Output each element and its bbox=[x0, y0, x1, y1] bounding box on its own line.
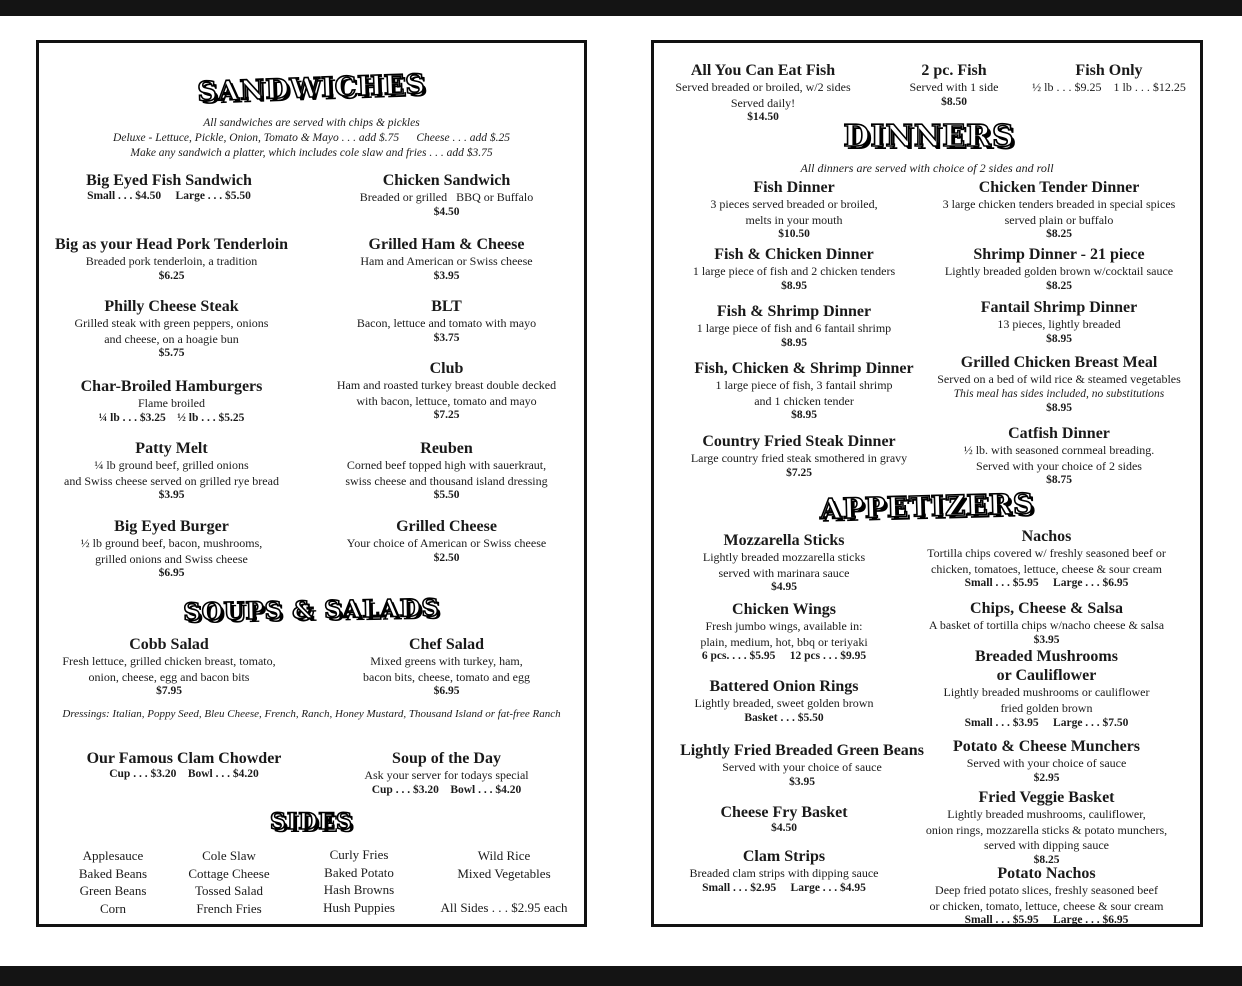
menu-item bbox=[909, 527, 1184, 591]
menu-item-title: Fish Only bbox=[1075, 62, 1143, 79]
menu-item-description: 1 large piece of fish and 2 chicken tenders bbox=[692, 264, 896, 279]
menu-item-price: $8.95 bbox=[1046, 332, 1072, 345]
menu-item-title: BLT bbox=[431, 298, 462, 315]
menu-item-description: 13 pieces, lightly breaded bbox=[997, 317, 1121, 332]
menu-item bbox=[319, 297, 574, 346]
menu-item-title: Chicken Wings bbox=[732, 601, 836, 618]
right-menu-panel bbox=[651, 40, 1203, 927]
menu-item bbox=[69, 749, 299, 782]
menu-item bbox=[49, 235, 294, 284]
menu-item-description: 1 large piece of fish and 6 fantail shrimp bbox=[696, 321, 892, 336]
menu-item-price: $8.95 bbox=[781, 336, 807, 349]
menu-item-description: Fresh lettuce, grilled chicken breast, tomato, onion, cheese, egg and bacon bits bbox=[62, 654, 276, 684]
menu-item-title: Battered Onion Rings bbox=[709, 678, 859, 695]
menu-item-price: $6.25 bbox=[158, 269, 185, 282]
menu-item-price: $10.50 bbox=[778, 228, 810, 241]
menu-item-price: Cup . . . $3.20 Bowl . . . $4.20 bbox=[371, 783, 522, 796]
menu-item-description: ½ lb . . . $9.25 1 lb . . . $12.25 bbox=[1032, 80, 1186, 95]
menu-item-description: Served with your choice of sauce bbox=[966, 756, 1127, 771]
menu-item-description: Lightly breaded golden brown w/cocktail sauce bbox=[944, 264, 1174, 279]
dinners-heading: DINNERS bbox=[843, 119, 1015, 154]
menu-item-price: $7.25 bbox=[786, 466, 812, 479]
menu-item-price: $7.95 bbox=[156, 685, 182, 698]
menu-item-title: Club bbox=[429, 360, 464, 377]
sandwiches-heading: SANDWICHES bbox=[196, 69, 427, 108]
menu-item bbox=[674, 359, 934, 423]
menu-item bbox=[309, 359, 584, 423]
menu-item-title: Cheese Fry Basket bbox=[720, 804, 848, 821]
menu-item-description: Corned beef topped high with sauerkraut, swiss cheese and thousand island dressing bbox=[345, 458, 548, 488]
menu-item-description: ½ lb. with seasoned cornmeal breading. Served with your choice of 2 sides bbox=[963, 443, 1155, 473]
menu-item-title: Potato Nachos bbox=[997, 865, 1096, 882]
menu-item-title: Chicken Tender Dinner bbox=[978, 179, 1140, 196]
menu-item-description: Breaded pork tenderloin, a tradition bbox=[85, 254, 258, 269]
menu-item bbox=[656, 741, 948, 790]
menu-item-price: $8.95 bbox=[781, 279, 807, 292]
menu-item bbox=[49, 635, 289, 699]
menu-item-price: $2.50 bbox=[433, 551, 460, 564]
menu-item-description: Served breaded or broiled, w/2 sides Served daily! bbox=[675, 80, 851, 110]
menu-item bbox=[674, 847, 894, 896]
menu-item-description: Deep fried potato slices, freshly seasoned beef or chicken, tomato, lettuce, cheese & sour cream bbox=[929, 883, 1164, 913]
menu-item bbox=[49, 171, 289, 204]
menu-item-description: Ask your server for todays special bbox=[364, 768, 529, 783]
menu-item-title: Clam Strips bbox=[742, 848, 826, 865]
menu-item bbox=[49, 377, 294, 426]
menu-item-description: Served with 1 side bbox=[909, 80, 999, 95]
menu-item-description: Grilled steak with green peppers, onions and cheese, on a hoagie bun bbox=[74, 316, 269, 346]
menu-item-description: A basket of tortilla chips w/nacho cheese & salsa bbox=[928, 618, 1165, 633]
sandwiches-intro-2: Deluxe - Lettuce, Pickle, Onion, Tomato & Mayo . . . add $.75 Cheese . . . add $.25 bbox=[113, 132, 510, 144]
menu-item-title: Fish & Chicken Dinner bbox=[714, 246, 874, 263]
soups-salads-heading: SOUPS & SALADS bbox=[183, 592, 440, 627]
menu-item bbox=[319, 439, 574, 503]
menu-item-price: $8.95 bbox=[791, 409, 817, 422]
menu-item-price: $8.50 bbox=[941, 95, 967, 108]
menu-item-title: Breaded Mushrooms or Cauliflower bbox=[975, 648, 1118, 685]
menu-item-title: Catfish Dinner bbox=[1008, 425, 1110, 442]
menu-item-description: 3 pieces served breaded or broiled, melts in your mouth bbox=[710, 197, 878, 227]
menu-item-title: Cobb Salad bbox=[129, 636, 209, 653]
menu-item-title: Potato & Cheese Munchers bbox=[952, 738, 1141, 755]
menu-item-description: ½ lb ground beef, bacon, mushrooms, grilled onions and Swiss cheese bbox=[80, 536, 263, 566]
menu-item-price: $2.95 bbox=[1033, 771, 1060, 784]
menu-item-price: $8.25 bbox=[1033, 853, 1060, 866]
menu-item bbox=[674, 677, 894, 726]
menu-item bbox=[319, 171, 574, 220]
menu-item bbox=[924, 424, 1194, 488]
menu-item-title: Country Fried Steak Dinner bbox=[702, 433, 896, 450]
menu-item bbox=[924, 353, 1194, 415]
menu-item-title: Grilled Ham & Cheese bbox=[368, 236, 525, 253]
menu-item-title: Big Eyed Fish Sandwich bbox=[86, 172, 252, 189]
menu-item-description: Breaded or grilled BBQ or Buffalo bbox=[359, 190, 534, 205]
menu-item-price: $14.50 bbox=[747, 111, 779, 124]
dressings-line: Dressings: Italian, Poppy Seed, Bleu Cheese, French, Ranch, Honey Mustard, Thousand Island or fat-free Ranch bbox=[62, 708, 561, 720]
menu-item bbox=[319, 235, 574, 284]
menu-item-description: Your choice of American or Swiss cheese bbox=[346, 536, 547, 551]
menu-item-price: 6 pcs. . . . $5.95 12 pcs . . . $9.95 bbox=[701, 650, 867, 663]
menu-item bbox=[674, 600, 894, 664]
menu-item-description: Lightly breaded mozzarella sticks served with marinara sauce bbox=[702, 550, 866, 580]
menu-item-title: Char-Broiled Hamburgers bbox=[80, 378, 263, 395]
menu-item-description: Mixed greens with turkey, ham, bacon bits, cheese, tomato and egg bbox=[363, 654, 530, 684]
menu-item bbox=[674, 531, 894, 595]
left-menu-panel bbox=[36, 40, 587, 927]
menu-item bbox=[909, 864, 1184, 928]
menu-item-price: Cup . . . $3.20 Bowl . . . $4.20 bbox=[109, 768, 259, 781]
menu-item-title: Reuben bbox=[420, 440, 473, 457]
menu-item bbox=[319, 517, 574, 566]
menu-item-price: Small . . . $5.95 Large . . . $6.95 bbox=[964, 914, 1129, 927]
menu-item-price: $3.75 bbox=[433, 331, 460, 344]
menu-item-description: Ham and roasted turkey breast double decked with bacon, lettuce, tomato and mayo bbox=[336, 378, 557, 408]
menu-item-title: Philly Cheese Steak bbox=[104, 298, 239, 315]
menu-item-description: Bacon, lettuce and tomato with mayo bbox=[356, 316, 537, 331]
menu-item-description: 3 large chicken tenders breaded in special spices served plain or buffalo bbox=[942, 197, 1176, 227]
menu-item-description: Breaded clam strips with dipping sauce bbox=[689, 866, 879, 881]
menu-item-title: Fried Veggie Basket bbox=[978, 789, 1115, 806]
menu-item-title: Shrimp Dinner - 21 piece bbox=[973, 246, 1145, 263]
menu-item-description: ¼ lb ground beef, grilled onions and Swiss cheese served on grilled rye bread bbox=[64, 458, 279, 488]
menu-item-title: Lightly Fried Breaded Green Beans bbox=[680, 742, 924, 759]
menu-item-price: $4.50 bbox=[771, 822, 797, 835]
menu-item bbox=[1019, 61, 1199, 96]
menu-item-price: Small . . . $4.50 Large . . . $5.50 bbox=[87, 190, 251, 203]
menu-item-price: Small . . . $5.95 Large . . . $6.95 bbox=[964, 577, 1129, 590]
menu-item bbox=[674, 302, 914, 351]
menu-item-title: 2 pc. Fish bbox=[921, 62, 987, 79]
menu-item-title: Chef Salad bbox=[408, 636, 485, 653]
menu-item bbox=[674, 245, 914, 294]
menu-item-title: All You Can Eat Fish bbox=[690, 62, 836, 79]
menu-item-price: Small . . . $2.95 Large . . . $4.95 bbox=[702, 881, 866, 894]
appetizers-heading: APPETIZERS bbox=[819, 487, 1035, 526]
menu-item bbox=[319, 635, 574, 699]
menu-item-description: Large country fried steak smothered in gravy bbox=[690, 451, 908, 466]
menu-item-description: Fresh jumbo wings, available in: plain, medium, hot, bbq or teriyaki bbox=[700, 619, 868, 649]
menu-item-description: Flame broiled bbox=[138, 396, 205, 411]
menu-item-title: Chips, Cheese & Salsa bbox=[970, 600, 1123, 617]
sides-column-2: Cole Slaw Cottage Cheese Tossed Salad French Fries bbox=[188, 848, 270, 916]
menu-item bbox=[319, 749, 574, 798]
sides-heading: SIDES bbox=[270, 809, 353, 835]
menu-item bbox=[49, 517, 294, 581]
sides-column-1: Applesauce Baked Beans Green Beans Corn bbox=[78, 848, 148, 916]
menu-item-price: Basket . . . $5.50 bbox=[744, 711, 824, 724]
menu-item bbox=[674, 178, 914, 242]
menu-item-description: Lightly breaded, sweet golden brown bbox=[694, 696, 874, 711]
menu-item bbox=[658, 61, 868, 125]
menu-item bbox=[909, 599, 1184, 648]
menu-item bbox=[909, 647, 1184, 730]
menu-item bbox=[924, 245, 1194, 294]
menu-item bbox=[884, 61, 1024, 110]
menu-item-price: $3.95 bbox=[158, 489, 185, 502]
menu-item-description: 1 large piece of fish, 3 fantail shrimp and 1 chicken tender bbox=[715, 378, 893, 408]
menu-item-price: $5.75 bbox=[158, 347, 185, 360]
menu-item-title: Our Famous Clam Chowder bbox=[86, 750, 282, 767]
menu-item bbox=[924, 178, 1194, 242]
menu-item-price: $8.95 bbox=[1046, 401, 1072, 414]
menu-item-price: $4.95 bbox=[771, 581, 797, 594]
menu-item-title: Chicken Sandwich bbox=[382, 172, 511, 189]
menu-item-description: Lightly breaded mushrooms, cauliflower, onion rings, mozzarella sticks & potato munchers, served with dipping sauce bbox=[925, 807, 1168, 853]
menu-item-description: Ham and American or Swiss cheese bbox=[360, 254, 533, 269]
menu-item-price: $7.25 bbox=[433, 409, 460, 422]
menu-item-price: $3.95 bbox=[789, 775, 815, 788]
menu-item bbox=[909, 788, 1184, 868]
menu-item-description: Lightly breaded mushrooms or cauliflower fried golden brown bbox=[943, 685, 1150, 715]
menu-item bbox=[674, 432, 924, 481]
menu-item-title: Nachos bbox=[1021, 528, 1072, 545]
menu-item-title: Grilled Cheese bbox=[396, 518, 497, 535]
menu-item-title: Grilled Chicken Breast Meal bbox=[960, 354, 1158, 371]
menu-item-price: $3.95 bbox=[1033, 633, 1060, 646]
menu-item-note: This meal has sides included, no substitutions bbox=[953, 387, 1165, 400]
menu-item bbox=[924, 298, 1194, 347]
menu-item-description: Served on a bed of wild rice & steamed vegetables bbox=[937, 372, 1181, 387]
menu-item-price: $5.50 bbox=[433, 489, 460, 502]
dinners-intro: All dinners are served with choice of 2 sides and roll bbox=[800, 161, 1054, 175]
menu-item-description: Served with your choice of sauce bbox=[722, 760, 882, 775]
menu-item-price: ¼ lb . . . $3.25 ½ lb . . . $5.25 bbox=[98, 411, 245, 424]
menu-item-title: Soup of the Day bbox=[392, 750, 501, 767]
menu-item-price: $4.50 bbox=[433, 205, 460, 218]
menu-item-title: Fish & Shrimp Dinner bbox=[716, 303, 872, 320]
menu-item bbox=[674, 803, 894, 836]
sandwiches-intro-1: All sandwiches are served with chips & pickles bbox=[203, 117, 420, 129]
menu-item-title: Mozzarella Sticks bbox=[723, 532, 845, 549]
menu-item bbox=[49, 439, 294, 503]
menu-item-title: Big Eyed Burger bbox=[114, 518, 229, 535]
sides-column-3: Curly Fries Baked Potato Hash Browns Hush Puppies bbox=[323, 847, 395, 915]
menu-item bbox=[909, 737, 1184, 786]
menu-item-title: Fantail Shrimp Dinner bbox=[980, 299, 1138, 316]
menu-item-price: $8.25 bbox=[1046, 228, 1072, 241]
menu-item-price: $6.95 bbox=[158, 567, 185, 580]
menu-item-price: $8.75 bbox=[1046, 474, 1072, 487]
sandwiches-intro-3: Make any sandwich a platter, which includes cole slaw and fries . . . add $3.75 bbox=[130, 147, 493, 159]
sides-column-4: Wild Rice Mixed Vegetables bbox=[457, 848, 551, 881]
menu-item-title: Fish Dinner bbox=[753, 179, 835, 196]
menu-item-title: Big as your Head Pork Tenderloin bbox=[54, 236, 289, 253]
menu-item-description: Tortilla chips covered w/ freshly seasoned beef or chicken, tomatoes, lettuce, cheese & sour cream bbox=[927, 546, 1166, 576]
menu-item-price: Small . . . $3.95 Large . . . $7.50 bbox=[964, 716, 1129, 729]
menu-item bbox=[49, 297, 294, 361]
menu-item-title: Fish, Chicken & Shrimp Dinner bbox=[694, 360, 914, 377]
sides-price: All Sides . . . $2.95 each bbox=[440, 900, 568, 915]
menu-item-price: $8.25 bbox=[1046, 279, 1072, 292]
menu-item-price: $6.95 bbox=[433, 685, 460, 698]
menu-item-price: $3.95 bbox=[433, 269, 460, 282]
menu-item-title: Patty Melt bbox=[135, 440, 208, 457]
